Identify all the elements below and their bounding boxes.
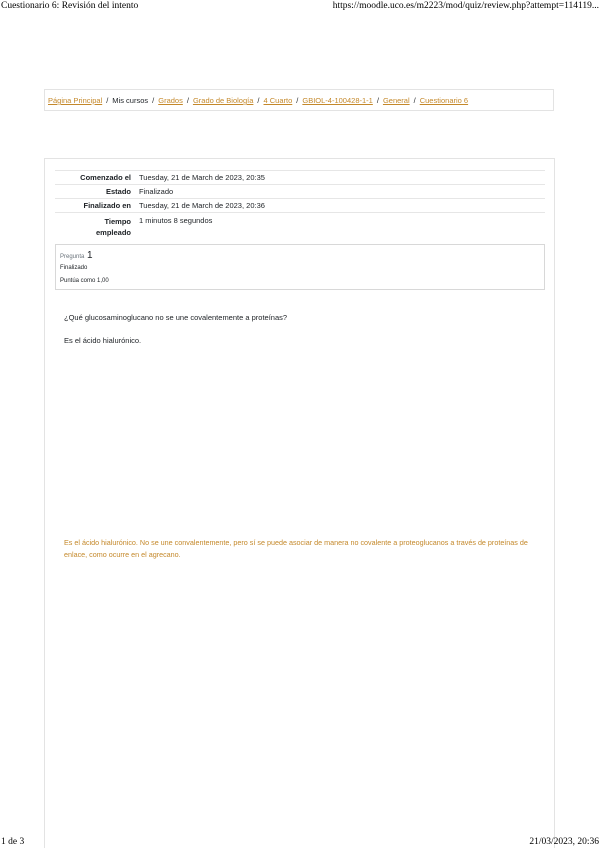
finished-label: Finalizado en — [83, 201, 131, 210]
state-label: Estado — [105, 187, 131, 196]
attempt-summary-table — [55, 170, 545, 239]
started-value: Tuesday, 21 de March de 2023, 20:35 — [139, 173, 265, 182]
print-footer — [0, 837, 600, 849]
question-prefix: Pregunta — [60, 254, 85, 260]
summary-row-time-taken — [55, 212, 545, 239]
time-taken-label — [55, 216, 131, 238]
breadcrumb-biology-degree[interactable]: Grado de Biología — [192, 96, 254, 105]
print-header — [0, 1, 600, 13]
question-grade: Puntúa como 1,00 — [60, 278, 109, 284]
question-state: Finalizado — [60, 265, 88, 271]
print-page-title: Cuestionario 6: Revisión del intento — [1, 1, 139, 11]
question-info-box — [55, 244, 545, 290]
breadcrumb-separator: / — [257, 96, 260, 105]
breadcrumb-separator: / — [376, 96, 379, 105]
breadcrumb-general[interactable]: General — [382, 96, 410, 105]
summary-row-started — [55, 170, 545, 184]
question-answer: Es el ácido hialurónico. — [64, 336, 142, 345]
question-feedback: Es el ácido hialurónico. No se une convalentemente, pero sí se puede asociar de manera no covalente a proteoglucanos a través de proteínas de enlace, como ocurre en el agrecano. — [64, 538, 528, 559]
breadcrumb-my-courses: Mis cursos — [112, 96, 149, 105]
started-label: Comenzado el — [80, 173, 131, 182]
breadcrumb-separator: / — [106, 96, 109, 105]
breadcrumb-course-code[interactable]: GBIOL-4-100428-1-1 — [302, 96, 373, 105]
summary-row-state — [55, 184, 545, 198]
time-taken-label-line1: Tiempo — [104, 217, 131, 226]
breadcrumb-fourth-year[interactable]: 4 Cuarto — [263, 96, 293, 105]
breadcrumb-separator: / — [152, 96, 155, 105]
breadcrumb-separator: / — [296, 96, 299, 105]
print-datetime: 21/03/2023, 20:36 — [529, 837, 599, 847]
time-taken-value: 1 minutos 8 segundos — [139, 216, 213, 225]
print-page-url: https://moodle.uco.es/m2223/mod/quiz/review.php?attempt=114119... — [332, 1, 599, 11]
summary-row-finished — [55, 198, 545, 212]
breadcrumb-degrees[interactable]: Grados — [158, 96, 183, 105]
finished-value: Tuesday, 21 de March de 2023, 20:36 — [139, 201, 265, 210]
breadcrumb-quiz[interactable]: Cuestionario 6 — [419, 96, 469, 105]
question-number — [60, 250, 93, 261]
time-taken-label-line2: empleado — [95, 228, 131, 237]
breadcrumb-separator: / — [186, 96, 189, 105]
breadcrumb — [44, 89, 554, 111]
print-page-number: 1 de 3 — [1, 837, 25, 847]
breadcrumb-separator: / — [413, 96, 416, 105]
breadcrumb-home[interactable]: Página Principal — [48, 96, 103, 105]
state-value: Finalizado — [139, 187, 174, 196]
question-number-value: 1 — [87, 250, 93, 261]
question-text: ¿Qué glucosaminoglucano no se une covalentemente a proteínas? — [64, 313, 288, 322]
